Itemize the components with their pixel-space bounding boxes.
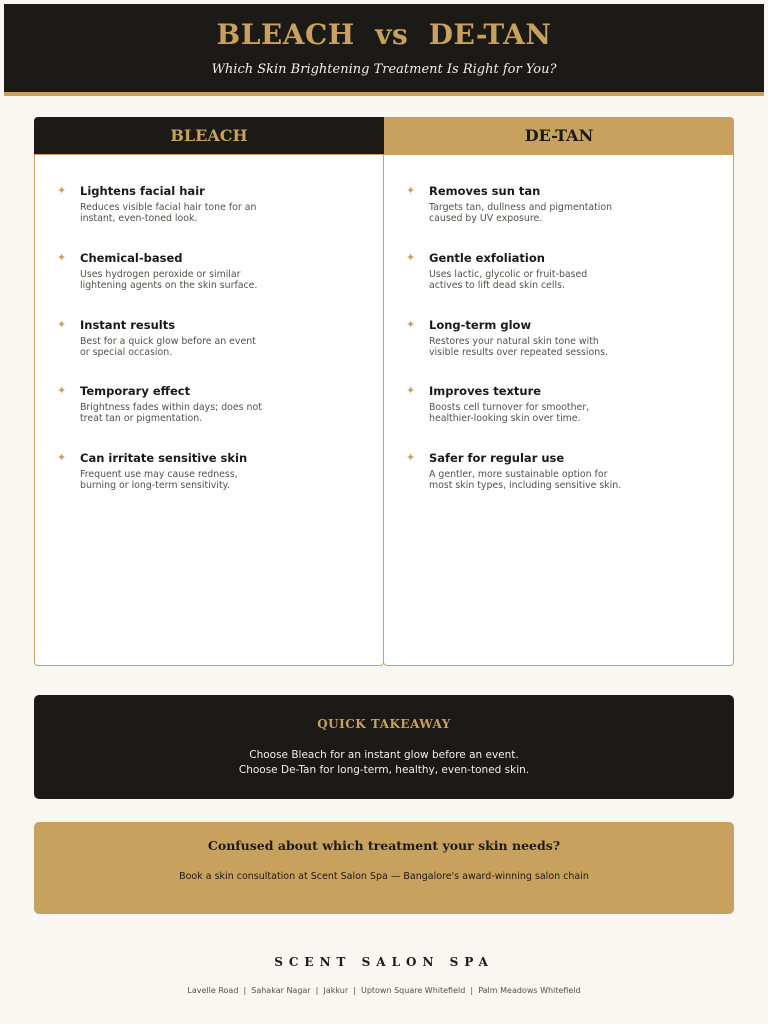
item-description: Brightness fades within days; does not treat tan or pigmentation. — [80, 402, 262, 424]
item-title: Safer for regular use — [429, 451, 565, 465]
item-title: Lightens facial hair — [80, 184, 205, 198]
item-description: Uses lactic, glycolic or fruit-based actives to lift dead skin cells. — [429, 269, 588, 291]
header-divider — [4, 92, 764, 96]
item-description: Reduces visible facial hair tone for an instant, even-toned look. — [80, 202, 257, 224]
item-title: Removes sun tan — [429, 184, 541, 198]
item-description: Uses hydrogen peroxide or similar lightening agents on the skin surface. — [80, 269, 258, 291]
quick-takeaway-box — [34, 695, 734, 799]
item-title: Gentle exfoliation — [429, 251, 545, 265]
sparkle-icon: ✦ — [57, 384, 67, 397]
sparkle-icon: ✦ — [406, 384, 416, 397]
item-title: Temporary effect — [80, 384, 191, 398]
sparkle-icon: ✦ — [57, 318, 67, 331]
item-title: Long-term glow — [429, 318, 532, 332]
brand-name: SCENT SALON SPA — [274, 955, 494, 969]
sparkle-icon: ✦ — [406, 184, 416, 197]
item-title: Chemical-based — [80, 251, 183, 265]
takeaway-line-detan: Choose De-Tan for long-term, healthy, even-toned skin. — [238, 764, 530, 776]
item-description: A gentler, more sustainable option for most skin types, including sensitive skin. — [429, 469, 622, 491]
detan-column — [383, 154, 734, 666]
sparkle-icon: ✦ — [406, 251, 416, 264]
item-description: Targets tan, dullness and pigmentation caused by UV exposure. — [429, 202, 613, 224]
page-subtitle: Which Skin Brightening Treatment Is Right for You? — [211, 62, 557, 77]
item-description: Boosts cell turnover for smoother, healthier-looking skin over time. — [429, 402, 590, 424]
item-title: Can irritate sensitive skin — [80, 451, 248, 465]
item-title: Improves texture — [429, 384, 542, 398]
sparkle-icon: ✦ — [57, 251, 67, 264]
sparkle-icon: ✦ — [406, 451, 416, 464]
takeaway-title: QUICK TAKEAWAY — [317, 717, 451, 731]
item-title: Instant results — [80, 318, 176, 332]
item-description: Restores your natural skin tone with visible results over repeated sessions. — [429, 336, 609, 358]
page-header — [4, 4, 764, 93]
salon-locations: Lavelle Road | Sahakar Nagar | Jakkur | Uptown Square Whitefield | Palm Meadows Whitefield — [187, 986, 581, 995]
item-description: Best for a quick glow before an event or special occasion. — [80, 336, 256, 358]
takeaway-line-bleach: Choose Bleach for an instant glow before an event. — [249, 749, 519, 761]
item-description: Frequent use may cause redness, burning or long-term sensitivity. — [80, 469, 238, 491]
consultation-cta-box — [34, 822, 734, 914]
cta-title: Confused about which treatment your skin needs? — [207, 838, 561, 853]
detan-column-heading: DE-TAN — [384, 117, 734, 155]
bleach-column — [34, 154, 384, 666]
page-title: BLEACH vs DE-TAN — [216, 18, 552, 51]
sparkle-icon: ✦ — [57, 184, 67, 197]
bleach-column-heading: BLEACH — [34, 117, 384, 155]
sparkle-icon: ✦ — [57, 451, 67, 464]
cta-subtitle: Book a skin consultation at Scent Salon Spa — Bangalore's award-winning salon chain — [179, 871, 589, 882]
sparkle-icon: ✦ — [406, 318, 416, 331]
